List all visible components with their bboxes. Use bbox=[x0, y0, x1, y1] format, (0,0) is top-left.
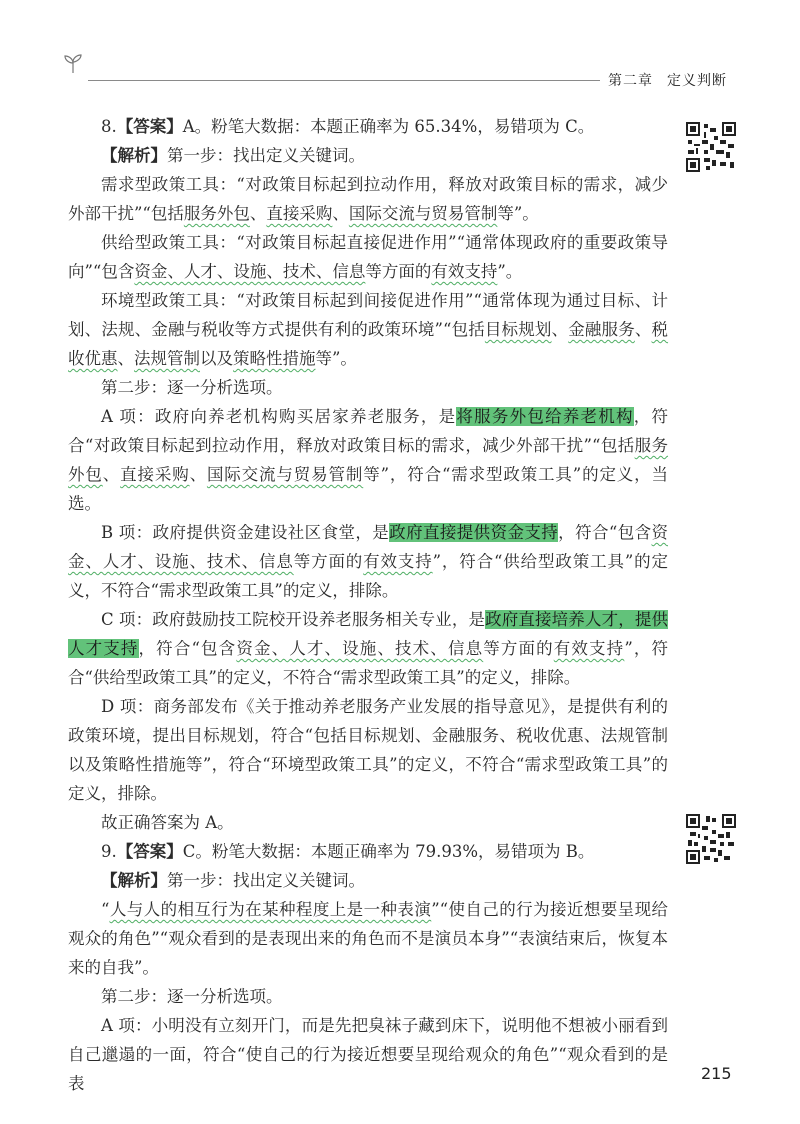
text-run: C 项：政府鼓励技工院校开设养老服务相关专业，是 bbox=[101, 610, 486, 629]
chapter-title: 定义判断 bbox=[667, 73, 727, 89]
option-b bbox=[68, 518, 668, 605]
text-run: 、 bbox=[634, 320, 652, 339]
q8-analysis bbox=[68, 141, 668, 170]
answer-text: A。粉笔大数据：本题正确率为 65.34%，易错项为 C。 bbox=[182, 117, 595, 136]
text-run: 供给型政策工具：“对政策目标起直接促进作用”“通常体现政府的重要政策导向”“包含 bbox=[68, 233, 668, 281]
text-run: B 项：政府提供资金建设社区食堂，是 bbox=[101, 523, 390, 542]
text-run: 、 bbox=[117, 349, 134, 368]
definition-supply bbox=[68, 228, 668, 286]
text-run: ”，符合“供给型政策工具”的定义，不符合“需求型政策工具”的定义，排除。 bbox=[68, 639, 669, 687]
keyword: 有效支持 bbox=[363, 552, 433, 571]
step-text: 第一步：找出定义关键词。 bbox=[167, 871, 365, 890]
analysis-tag: 【解析】 bbox=[101, 146, 167, 165]
text-run: ”“使自己的行为接近想要呈现给观众的角色”“观众看到的是表现出来的角色而不是演员本身”“表演结束后，恢复本来的自我”。 bbox=[68, 900, 668, 977]
qr-code-icon[interactable] bbox=[686, 814, 736, 864]
highlight: 将服务外包给养老机构 bbox=[456, 407, 634, 426]
answer-text: C。粉笔大数据：本题正确率为 79.93%，易错项为 B。 bbox=[182, 842, 595, 861]
text-run: 环境型政策工具：“对政策目标起到间接促进作用”“通常体现为通过目标、计划、法规、金融与税收等方式提供有利的政策环境”“包括 bbox=[68, 291, 668, 339]
text-run: ，符合“包含 bbox=[558, 523, 652, 542]
option-c bbox=[68, 605, 668, 692]
page-content bbox=[68, 112, 668, 1098]
analysis-tag: 【解析】 bbox=[101, 871, 167, 890]
keyword: 直接采购 bbox=[266, 204, 333, 223]
text-run: 、 bbox=[332, 204, 349, 223]
keyword: 资金、人才、设施、技术、信息 bbox=[134, 262, 366, 281]
chapter-number: 第二章 bbox=[608, 73, 653, 89]
question-number: 8. bbox=[101, 117, 117, 136]
q8-answer bbox=[68, 112, 668, 141]
text-run: ，符合“包含 bbox=[138, 639, 237, 658]
page-number: 215 bbox=[701, 1064, 732, 1083]
text-run: 以及 bbox=[200, 349, 233, 368]
keyword: 直接采购 bbox=[120, 465, 190, 484]
keyword: 法规管制 bbox=[134, 349, 200, 368]
text-run: 等方面的 bbox=[365, 262, 432, 281]
conclusion: 故正确答案为 A。 bbox=[101, 813, 234, 832]
sprout-icon bbox=[62, 52, 84, 74]
q9-answer bbox=[68, 837, 668, 866]
text-run: 、 bbox=[551, 320, 569, 339]
keyword: 有效支持 bbox=[431, 262, 498, 281]
text-run: 需求型政策工具：“对政策目标起到拉动作用，释放对政策目标的需求，减少外部干扰”“包括 bbox=[68, 175, 668, 223]
keyword: 国际交流与贸易管制 bbox=[206, 465, 364, 484]
chapter-header bbox=[608, 70, 727, 90]
option-a bbox=[68, 402, 668, 518]
definition-demand bbox=[68, 170, 668, 228]
text-run: “ bbox=[101, 900, 110, 919]
text-run: ”。 bbox=[497, 262, 523, 281]
q9-analysis bbox=[68, 866, 668, 895]
text-run: ”，符合“供给型政策工具”的定义，不符合“需求型政策工具”的定义，排除。 bbox=[68, 552, 669, 600]
text-run: A 项：政府向养老机构购买居家养老服务，是 bbox=[101, 407, 457, 426]
keyword: 资金、人才、设施、技术、信息 bbox=[236, 639, 484, 658]
text-run: 等”。 bbox=[497, 204, 539, 223]
text-run: 等方面的 bbox=[293, 552, 364, 571]
option-d: D 项：商务部发布《关于推动养老服务产业发展的指导意见》，是提供有利的政策环境，提出目标规划，符合“包括目标规划、金融服务、税收优惠、法规管制以及策略性措施等”，符合“环境型政策工具”的定义，不符合“需求型政策工具”的定义，排除。 bbox=[68, 697, 668, 803]
step-two: 第二步：逐一分析选项。 bbox=[101, 987, 283, 1006]
definition-keywords bbox=[68, 895, 668, 982]
qr-code-icon[interactable] bbox=[686, 122, 736, 172]
keyword: 有效支持 bbox=[553, 639, 625, 658]
keyword: 策略性措施 bbox=[233, 349, 316, 368]
answer-tag: 【答案】 bbox=[116, 117, 183, 136]
keyword: 目标规划 bbox=[484, 320, 552, 339]
question-number: 9. bbox=[101, 842, 117, 861]
keyword: 人与人的相互行为在某种程度上是一种表演 bbox=[109, 900, 432, 919]
keyword: 服务外包 bbox=[68, 436, 669, 484]
text-run: 、 bbox=[249, 204, 267, 223]
highlight: 政府直接培养人才，提供人才支持 bbox=[68, 610, 668, 658]
keyword: 国际交流与贸易管制 bbox=[348, 204, 498, 223]
header-rule bbox=[88, 80, 600, 81]
keyword: 资金、人才、设施、技术、信息 bbox=[68, 523, 669, 571]
text-run: 等”。 bbox=[315, 349, 357, 368]
keyword: 金融服务 bbox=[568, 320, 635, 339]
answer-tag: 【答案】 bbox=[116, 842, 183, 861]
text-run: 、 bbox=[189, 465, 207, 484]
text-run: ，符合“对政策目标起到拉动作用，释放对政策目标的需求，减少外部干扰”“包括 bbox=[68, 407, 669, 455]
keyword: 税收优惠 bbox=[68, 320, 669, 368]
step-two: 第二步：逐一分析选项。 bbox=[101, 378, 283, 397]
text-run: 等方面的 bbox=[483, 639, 554, 658]
option-a: A 项：小明没有立刻开门，而是先把臭袜子藏到床下，说明他不想被小丽看到自己邋遢的一面，符合“使自己的行为接近想要呈现给观众的角色”“观众看到的是表 bbox=[68, 1016, 668, 1093]
text-run: 等”，符合“需求型政策工具”的定义，当选。 bbox=[68, 465, 669, 513]
highlight: 政府直接提供资金支持 bbox=[389, 523, 559, 542]
keyword: 服务外包 bbox=[183, 204, 250, 223]
step-text: 第一步：找出定义关键词。 bbox=[167, 146, 365, 165]
definition-environment bbox=[68, 286, 668, 373]
text-run: 、 bbox=[102, 465, 121, 484]
